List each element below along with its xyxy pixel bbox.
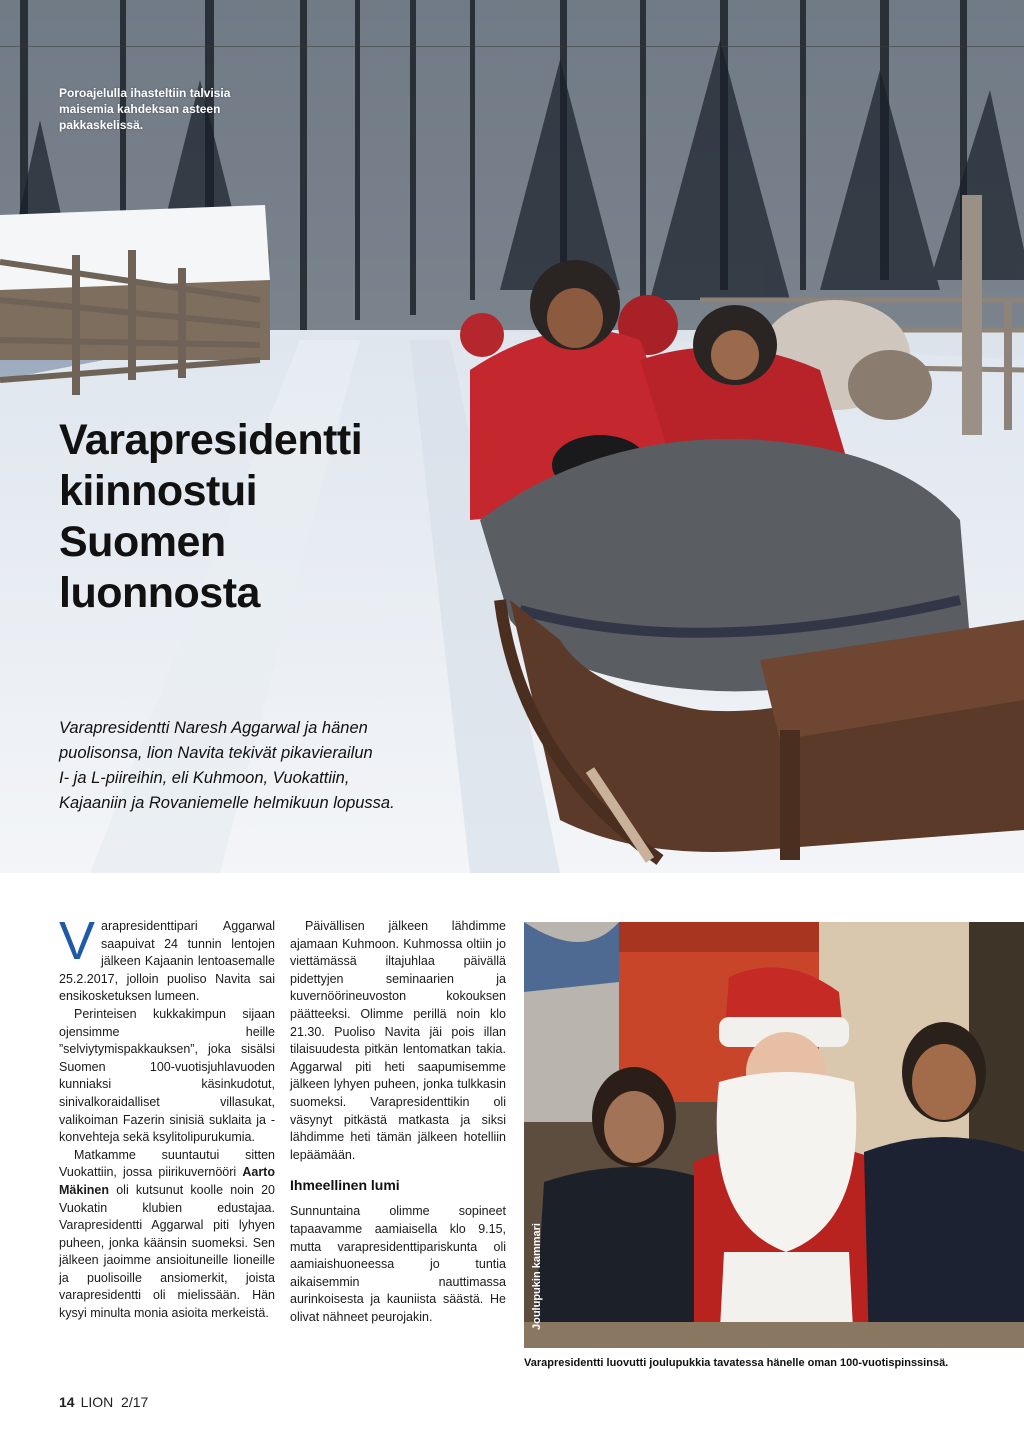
- santa-claus-photo: [524, 922, 1024, 1348]
- article-column-2: [290, 918, 506, 1326]
- person-name: Aarto Mäkinen: [59, 1165, 275, 1197]
- paragraph: [59, 1147, 275, 1323]
- article-lead: [59, 716, 479, 816]
- lead-line: puolisonsa, lion Navita tekivät pikavierailun: [59, 744, 373, 762]
- article-title: [59, 415, 419, 619]
- photo-credit: [531, 1314, 543, 1330]
- paragraph-text: Matkamme suuntautui sitten Vuokattiin, jossa piirikuvernööri: [59, 1147, 275, 1180]
- paragraph-text: oli kutsunut koolle noin 20 Vuokatin klubien edustajaa. Varapresidentti Aggarwal piti lyhyen puheen, jonka käänsin suomeksi. Sen jälkeen jaoimme ansioituneille lioneille ja puolisoille ansiomerkit, joista varapresidentti oli mielissään. Hän kysyi minulta monia asioita merkeistä.: [59, 1182, 275, 1321]
- paragraph-text: arapresidenttipari Aggarwal saapuivat 24 tunnin lentojen jälkeen Kajaanin lentoasemalle 25.2.2017, jolloin puoliso Navita sai ensikosketuksen lumeen.: [59, 919, 275, 1004]
- article-column-1: [59, 911, 275, 1323]
- title-line: Suomen: [59, 518, 226, 566]
- lead-line: Varapresidentti Naresh Aggarwal ja hänen: [59, 719, 368, 737]
- hero-photo-caption: Poroajelulla ihasteltiin talvisia maisemia kahdeksan asteen pakkaskelissä.: [59, 86, 231, 132]
- page-footer: [59, 1394, 148, 1410]
- magazine-name: LION: [80, 1394, 114, 1410]
- page-number: 14: [59, 1394, 75, 1410]
- title-line: kiinnostui: [59, 467, 258, 515]
- santa-photo: [524, 922, 1024, 1348]
- issue-number: 2/17: [121, 1394, 149, 1410]
- santa-photo-caption: Varapresidentti luovutti joulupukkia tavatessa hänelle oman 100-vuotispinssinsä.: [524, 1357, 949, 1369]
- lead-line: I- ja L-piireihin, eli Kuhmoon, Vuokattiin,: [59, 769, 350, 787]
- paragraph: Päivällisen jälkeen lähdimme ajamaan Kuhmoon. Kuhmossa oltiin jo viettämässä iltajuhlaa päivällä pidettyjen seminaarien ja kuvernöörineuvoston kokouksen päätteeksi. Olimme perillä noin klo 21.30. Puoliso Navita jäi pois illan tilaisuudesta pitkän lentomatkan takia. Aggarwal piti heti saapumisemme jälkeen lyhyen puheen, jonka tulkkasin suomeksi. Varapresidenttikin oli väsynyt pitkästä matkasta ja siksi lähdimme heti tämän jälkeen hotelliin lepäämään.: [290, 919, 506, 1162]
- subheading: Ihmeellinen lumi: [290, 1177, 400, 1194]
- paragraph: Sunnuntaina olimme sopineet tapaavamme aamiaisella klo 9.15, mutta varapresidenttipariskunta oli aamiaishuoneessa jo tuntia aikaisemmin nauttimassa aurinkoisesta ja kauniista säästä. He olivat nähneet peurojakin.: [290, 1204, 506, 1324]
- header-rule: [0, 46, 1024, 47]
- lead-line: Kajaaniin ja Rovaniemelle helmikuun lopussa.: [59, 794, 395, 812]
- paragraph: Perinteisen kukkakimpun sijaan ojensimme heille ”selviytymispakkauksen”, joka sisälsi Suomen 100-vuotisjuhlavuoden kunniaksi käsinkudotut, sinivalkoraidalliset villasukat, valikoiman Fazerin sinisiä suklaita ja -konvehteja sekä ksylitolipurukumia.: [59, 1006, 275, 1145]
- drop-cap: V: [59, 911, 96, 971]
- title-line: Varapresidentti: [59, 416, 363, 464]
- title-line: luonnosta: [59, 569, 260, 617]
- paragraph: [59, 911, 275, 1006]
